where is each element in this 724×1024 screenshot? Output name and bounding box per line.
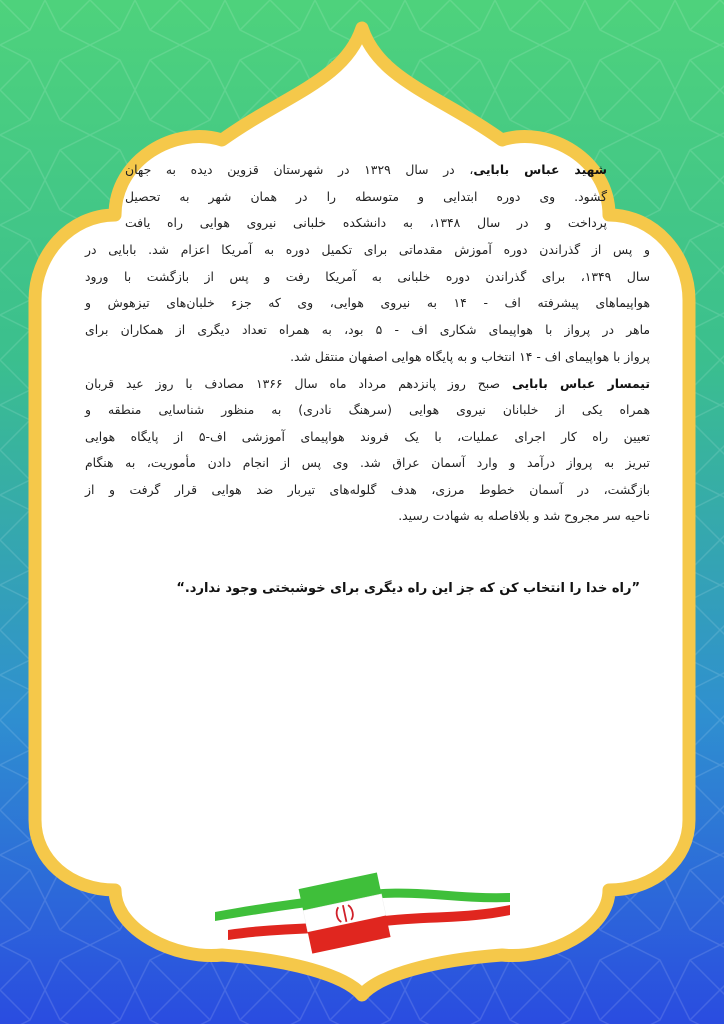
text-line: هواپیماهای پیشرفته اف - ۱۴ به نیروی هوایی، وی که جزء خلبان‌های تیزهوش و [85,295,650,310]
text-line: بازگشت، در آسمان خطوط مرزی، هدف گلوله‌های تیربار ضد هوایی قرار گرفت و از [85,482,650,497]
text-line: ماهر در پرواز با هواپیمای شکاری اف - ۵ بود، به همراه تعداد دیگری از همکاران برای [85,322,650,337]
text-line: شهید عباس بابایی، در سال ۱۳۲۹ در شهرستان قزوین دیده به جهان [125,162,607,177]
text-line: تعیین راه کار اجرای عملیات، با یک فروند هواپیمای آموزشی اف-۵ از پایگاه هوایی [85,429,650,444]
text-line: پرواز با هواپیمای اف - ۱۴ انتخاب و به پایگاه هوایی اصفهان منتقل شد. [290,349,650,364]
text-line: تیمسار عباس بابایی صبح روز پانزدهم مرداد ماه سال ۱۳۶۶ مصادف با روز عید قربان [85,376,650,391]
quote: ”راه خدا را انتخاب کن که جز این راه دیگری برای خوشبختی وجود ندارد.“ [176,581,640,596]
text-line: و پس از گذراندن دوره آموزش مقدماتی برای تکمیل دوره به آمریکا اعزام شد. بابایی در [85,242,650,257]
text-line: سال ۱۳۴۹، برای گذراندن دوره خلبانی به آمریکا رفت و پس از بازگشت با ورود [85,269,650,284]
text-line: همراه یکی از خلبانان نیروی هوایی (سرهنگ نادری) به منظور شناسایی منطقه و [85,402,650,417]
name-bold: شهید عباس بابایی [473,162,607,177]
text-line: پرداخت و در سال ۱۳۴۸، به دانشکده خلبانی نیروی هوایی راه یافت [125,215,607,230]
text-line: ناحیه سر مجروح شد و بلافاصله به شهادت رسید. [398,508,650,523]
text-line: گشود. وی دوره ابتدایی و متوسطه را در همان شهر به تحصیل [125,189,607,204]
name-bold: تیمسار عباس بابایی [511,376,650,391]
text-line: تبریز به پرواز درآمد و وارد آسمان عراق شد. وی پس از انجام دادن مأموریت، به هنگام [85,455,650,470]
